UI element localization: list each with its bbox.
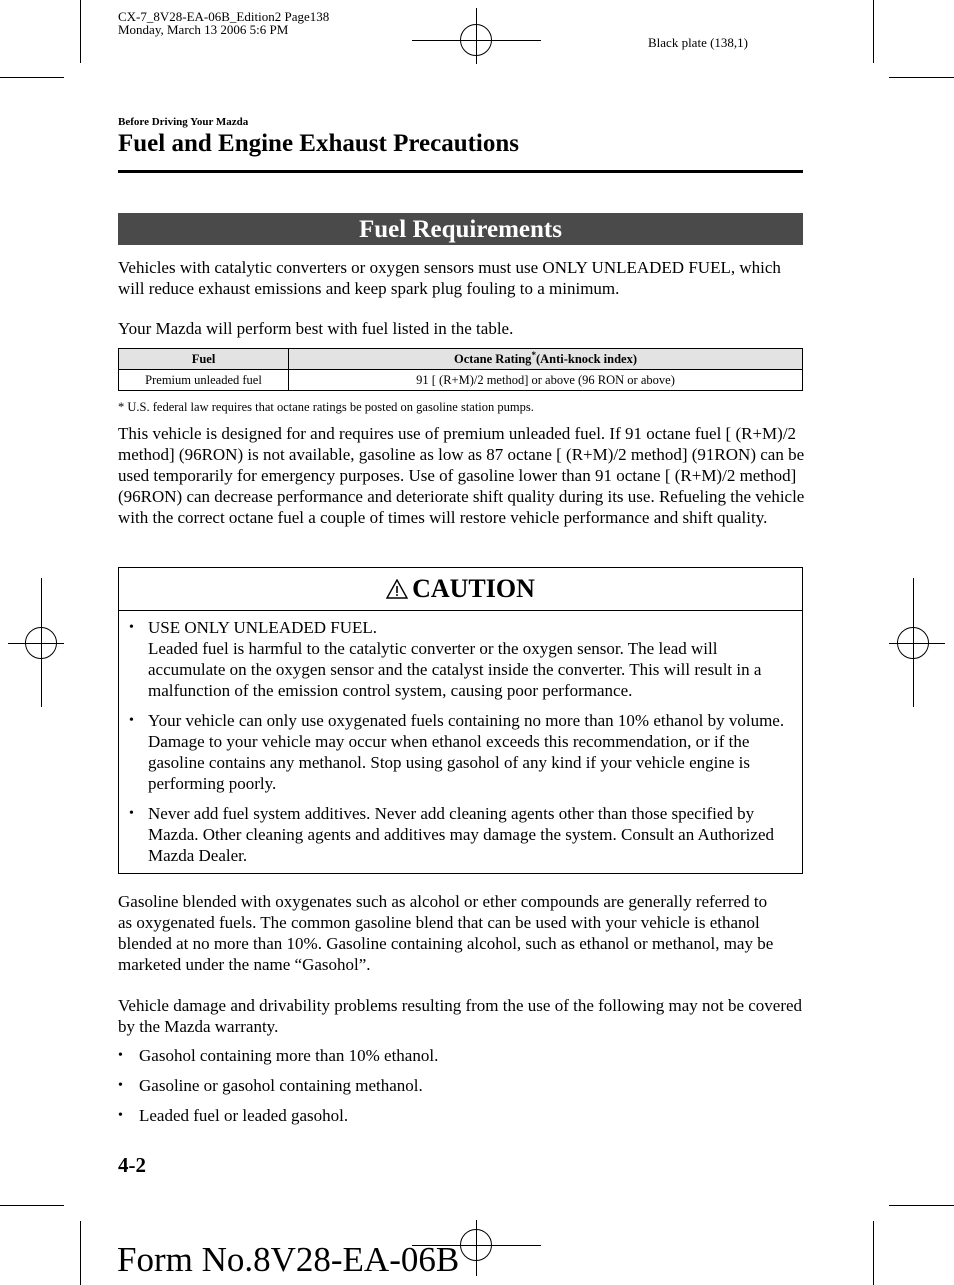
bullet-icon: • [118, 1078, 123, 1093]
crop-mark [889, 77, 954, 78]
col-header-fuel: Fuel [119, 349, 289, 370]
list-item [118, 1075, 423, 1096]
crop-mark [0, 77, 64, 78]
caution-title: CAUTION [412, 574, 535, 603]
caution-item-text: Never add fuel system additives. Never add cleaning agents other than those specified by Mazda. Other cleaning agents and additives may damage the system. Consult an Authorized Mazda Dealer. [148, 804, 774, 865]
caution-header [119, 568, 802, 611]
form-number: Form No.8V28-EA-06B [117, 1240, 460, 1279]
section-label: Before Driving Your Mazda [118, 116, 249, 128]
octane-paragraph: This vehicle is designed for and requires use of premium unleaded fuel. If 91 octane fuel [ (R+M)/2 method] (96RON) is not available, gasoline as low as 87 octane [ (R+M)/2 method] (91RON) can be used temporarily for emergency purposes. Use of gasoline lower than 91 octane [ (R+M)/2 method] (96RON) can decrease performance and deteriorate shift quality during its use. Refueling the vehicle with the correct octane fuel a couple of times will restore vehicle performance and shift quality. [118, 424, 805, 527]
col-header-octane [289, 349, 803, 370]
table-row [119, 370, 803, 391]
bullet-icon: • [118, 1048, 123, 1063]
caution-box [118, 567, 803, 874]
crop-mark [80, 1221, 81, 1285]
registration-circle-icon [897, 627, 929, 659]
bullet-icon: • [129, 713, 134, 728]
warranty-paragraph: Vehicle damage and drivability problems resulting from the use of the following may not be covered by the Mazda warranty. [118, 996, 803, 1036]
oxygenates-paragraph: Gasoline blended with oxygenates such as alcohol or ether compounds are generally referred to as oxygenated fuels. The common gasoline blend that can be used with your vehicle is ethanol blended at no more than 10%. Gasoline containing alcohol, such as ethanol or methanol, may be marketed under the name “Gasohol”. [118, 892, 774, 974]
bullet-icon: • [118, 1108, 123, 1123]
crop-mark [873, 1221, 874, 1285]
bullet-icon: • [129, 806, 134, 821]
caution-item-text: Leaded fuel is harmful to the catalytic converter or the oxygen sensor. The lead will accumulate on the oxygen sensor and the catalyst inside the converter. This will result in a malfunction of the emission control system, causing poor performance. [148, 639, 762, 700]
list-item [118, 1105, 348, 1126]
table-header-row [119, 349, 803, 370]
caution-list [119, 611, 802, 866]
list-item [118, 1045, 438, 1066]
cell-fuel: Premium unleaded fuel [119, 370, 289, 391]
octane-header-footnote-mark: * [531, 350, 536, 361]
list-item-text: Gasohol containing more than 10% ethanol. [139, 1046, 439, 1065]
octane-header-tail: (Anti-knock index) [535, 352, 637, 367]
crop-mark [0, 1205, 64, 1206]
table-intro-paragraph: Your Mazda will perform best with fuel listed in the table. [118, 319, 514, 338]
table-footnote: * U.S. federal law requires that octane ratings be posted on gasoline station pumps. [118, 400, 534, 414]
caution-item-text: Your vehicle can only use oxygenated fuels containing no more than 10% ethanol by volume. Damage to your vehicle may occur when ethanol exceeds this recommendation, or if the gasoline contains any methanol. Stop using gasohol of any kind if your vehicle engine is performing poorly. [148, 711, 785, 793]
print-meta-line2: Monday, March 13 2006 5:6 PM [118, 22, 289, 37]
page-title: Fuel and Engine Exhaust Precautions [118, 130, 520, 157]
list-item-text: Leaded fuel or leaded gasohol. [139, 1106, 349, 1125]
caution-item-lead: USE ONLY UNLEADED FUEL. [148, 618, 378, 637]
caution-item [119, 803, 802, 866]
crop-mark [889, 1205, 954, 1206]
section-banner: Fuel Requirements [118, 213, 803, 245]
crop-mark [80, 0, 81, 63]
warning-triangle-icon [386, 579, 408, 599]
registration-circle-icon [25, 627, 57, 659]
title-rule [118, 170, 803, 173]
intro-paragraph: Vehicles with catalytic converters or oxygen sensors must use ONLY UNLEADED FUEL, which will reduce exhaust emissions and keep spark plug fouling to a minimum. [118, 258, 781, 298]
crop-mark [873, 0, 874, 63]
plate-label: Black plate (138,1) [648, 35, 748, 50]
registration-circle-icon [460, 24, 492, 56]
cell-rating: 91 [ (R+M)/2 method] or above (96 RON or above) [289, 370, 803, 391]
bullet-icon: • [129, 620, 134, 635]
page-number: 4-2 [118, 1153, 146, 1177]
registration-circle-icon [460, 1229, 492, 1261]
print-meta-line1: CX-7_8V28-EA-06B_Edition2 Page138 [118, 9, 330, 24]
octane-header-main: Octane Rating [454, 352, 532, 367]
list-item-text: Gasoline or gasohol containing methanol. [139, 1076, 423, 1095]
caution-item [119, 617, 802, 701]
caution-item [119, 710, 802, 794]
fuel-table [118, 348, 803, 391]
